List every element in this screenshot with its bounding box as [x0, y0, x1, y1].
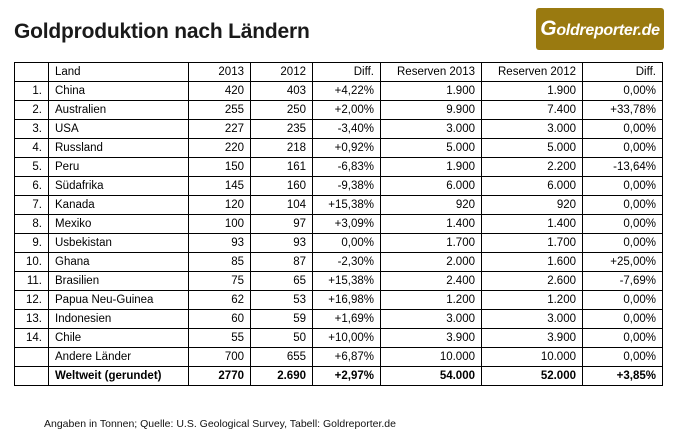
cell-land: USA [49, 120, 189, 139]
logo-text [540, 17, 659, 41]
cell-res-2013: 3.000 [381, 120, 482, 139]
col-header-diff: Diff. [313, 63, 381, 82]
cell-2013: 700 [189, 348, 251, 367]
cell-res-2013: 1.900 [381, 158, 482, 177]
cell-res-diff: 0,00% [583, 196, 663, 215]
table-header-row [15, 63, 663, 82]
cell-diff: +6,87% [313, 348, 381, 367]
cell-land: Kanada [49, 196, 189, 215]
cell-res-2012: 3.000 [482, 310, 583, 329]
cell-2012: 160 [251, 177, 313, 196]
cell-rank: 14. [15, 329, 49, 348]
cell-res-diff: 0,00% [583, 291, 663, 310]
cell-diff: -3,40% [313, 120, 381, 139]
cell-2013: 85 [189, 253, 251, 272]
cell-diff: +15,38% [313, 196, 381, 215]
cell-2013: 60 [189, 310, 251, 329]
logo-rest: oldreporter.de [556, 22, 660, 39]
cell-res-2012: 3.000 [482, 120, 583, 139]
cell-diff: +1,69% [313, 310, 381, 329]
cell-2013: 62 [189, 291, 251, 310]
cell-2013: 220 [189, 139, 251, 158]
cell-land: Papua Neu-Guinea [49, 291, 189, 310]
col-header-res-2013: Reserven 2013 [381, 63, 482, 82]
cell-2012: 655 [251, 348, 313, 367]
cell-res-2012: 920 [482, 196, 583, 215]
cell-2013: 100 [189, 215, 251, 234]
cell-res-diff: 0,00% [583, 120, 663, 139]
cell-land: Brasilien [49, 272, 189, 291]
table-row [15, 139, 663, 158]
cell-land: Indonesien [49, 310, 189, 329]
cell-res-2012: 2.200 [482, 158, 583, 177]
cell-diff: -9,38% [313, 177, 381, 196]
cell-res-2013: 1.900 [381, 82, 482, 101]
table-row [15, 158, 663, 177]
table-row [15, 101, 663, 120]
cell-2013: 145 [189, 177, 251, 196]
cell-2012: 87 [251, 253, 313, 272]
cell-2013: 255 [189, 101, 251, 120]
cell-res-2013: 10.000 [381, 348, 482, 367]
table-row [15, 329, 663, 348]
cell-2012: 161 [251, 158, 313, 177]
cell-rank: 8. [15, 215, 49, 234]
page-title: Goldproduktion nach Ländern [14, 20, 310, 43]
cell-2012: 65 [251, 272, 313, 291]
cell-res-diff: -7,69% [583, 272, 663, 291]
cell-res-2013: 54.000 [381, 367, 482, 386]
col-header-land: Land [49, 63, 189, 82]
cell-res-diff: 0,00% [583, 177, 663, 196]
cell-2013: 55 [189, 329, 251, 348]
cell-res-diff: 0,00% [583, 82, 663, 101]
cell-2012: 93 [251, 234, 313, 253]
cell-res-diff: 0,00% [583, 310, 663, 329]
table-row [15, 177, 663, 196]
cell-land: Weltweit (gerundet) [49, 367, 189, 386]
table-row [15, 291, 663, 310]
table-row [15, 310, 663, 329]
cell-res-2013: 2.400 [381, 272, 482, 291]
cell-diff: +15,38% [313, 272, 381, 291]
col-header-2012: 2012 [251, 63, 313, 82]
cell-diff: -6,83% [313, 158, 381, 177]
cell-land: Ghana [49, 253, 189, 272]
cell-res-2013: 920 [381, 196, 482, 215]
cell-res-2012: 3.900 [482, 329, 583, 348]
cell-2012: 53 [251, 291, 313, 310]
logo-initial: G [540, 17, 557, 40]
cell-land: Australien [49, 101, 189, 120]
cell-res-diff: +3,85% [583, 367, 663, 386]
cell-res-diff: +25,00% [583, 253, 663, 272]
cell-res-diff: 0,00% [583, 215, 663, 234]
cell-rank: 6. [15, 177, 49, 196]
table-row [15, 82, 663, 101]
table-row [15, 120, 663, 139]
cell-2013: 150 [189, 158, 251, 177]
cell-rank [15, 367, 49, 386]
cell-land: Chile [49, 329, 189, 348]
cell-res-2013: 6.000 [381, 177, 482, 196]
cell-res-2013: 5.000 [381, 139, 482, 158]
cell-res-2012: 1.200 [482, 291, 583, 310]
cell-res-2012: 5.000 [482, 139, 583, 158]
cell-2012: 50 [251, 329, 313, 348]
cell-rank: 7. [15, 196, 49, 215]
cell-res-diff: +33,78% [583, 101, 663, 120]
cell-2013: 120 [189, 196, 251, 215]
cell-diff: +0,92% [313, 139, 381, 158]
cell-res-diff: 0,00% [583, 139, 663, 158]
cell-res-2012: 1.700 [482, 234, 583, 253]
cell-2013: 93 [189, 234, 251, 253]
cell-2012: 403 [251, 82, 313, 101]
cell-2013: 2770 [189, 367, 251, 386]
cell-2012: 97 [251, 215, 313, 234]
cell-land: Andere Länder [49, 348, 189, 367]
cell-res-diff: -13,64% [583, 158, 663, 177]
cell-land: Peru [49, 158, 189, 177]
cell-rank: 9. [15, 234, 49, 253]
col-header-rank [15, 63, 49, 82]
cell-res-2012: 1.600 [482, 253, 583, 272]
cell-diff: +4,22% [313, 82, 381, 101]
col-header-2013: 2013 [189, 63, 251, 82]
cell-diff: -2,30% [313, 253, 381, 272]
goldreporter-logo [536, 8, 664, 50]
table-row [15, 234, 663, 253]
table-header [15, 63, 663, 82]
cell-rank: 3. [15, 120, 49, 139]
table-row [15, 215, 663, 234]
cell-2013: 75 [189, 272, 251, 291]
cell-res-2012: 2.600 [482, 272, 583, 291]
col-header-res-diff: Diff. [583, 63, 663, 82]
table-row [15, 253, 663, 272]
cell-res-2013: 3.900 [381, 329, 482, 348]
cell-res-2012: 10.000 [482, 348, 583, 367]
cell-res-2013: 2.000 [381, 253, 482, 272]
table-row [15, 367, 663, 386]
cell-diff: +16,98% [313, 291, 381, 310]
cell-rank: 12. [15, 291, 49, 310]
cell-land: China [49, 82, 189, 101]
cell-res-2013: 1.400 [381, 215, 482, 234]
cell-diff: +2,97% [313, 367, 381, 386]
cell-rank [15, 348, 49, 367]
cell-res-2012: 52.000 [482, 367, 583, 386]
table-row [15, 348, 663, 367]
cell-rank: 1. [15, 82, 49, 101]
cell-land: Usbekistan [49, 234, 189, 253]
cell-2012: 235 [251, 120, 313, 139]
gold-production-table [14, 62, 663, 386]
cell-res-2012: 7.400 [482, 101, 583, 120]
table-row [15, 272, 663, 291]
cell-2013: 420 [189, 82, 251, 101]
cell-2012: 218 [251, 139, 313, 158]
cell-res-2012: 1.900 [482, 82, 583, 101]
cell-2013: 227 [189, 120, 251, 139]
cell-2012: 104 [251, 196, 313, 215]
cell-diff: +3,09% [313, 215, 381, 234]
cell-rank: 13. [15, 310, 49, 329]
table-row [15, 196, 663, 215]
cell-rank: 5. [15, 158, 49, 177]
table-body [15, 82, 663, 386]
cell-rank: 2. [15, 101, 49, 120]
cell-land: Russland [49, 139, 189, 158]
cell-rank: 10. [15, 253, 49, 272]
cell-2012: 59 [251, 310, 313, 329]
cell-res-diff: 0,00% [583, 234, 663, 253]
cell-diff: +2,00% [313, 101, 381, 120]
cell-diff: 0,00% [313, 234, 381, 253]
cell-diff: +10,00% [313, 329, 381, 348]
cell-2012: 2.690 [251, 367, 313, 386]
cell-2012: 250 [251, 101, 313, 120]
col-header-res-2012: Reserven 2012 [482, 63, 583, 82]
cell-res-2013: 9.900 [381, 101, 482, 120]
table-footnote: Angaben in Tonnen; Quelle: U.S. Geological Survey, Tabell: Goldreporter.de [44, 418, 396, 430]
cell-res-2012: 6.000 [482, 177, 583, 196]
cell-res-diff: 0,00% [583, 329, 663, 348]
cell-res-2013: 1.200 [381, 291, 482, 310]
cell-res-2012: 1.400 [482, 215, 583, 234]
cell-res-diff: 0,00% [583, 348, 663, 367]
cell-rank: 11. [15, 272, 49, 291]
cell-res-2013: 3.000 [381, 310, 482, 329]
cell-land: Südafrika [49, 177, 189, 196]
cell-rank: 4. [15, 139, 49, 158]
cell-land: Mexiko [49, 215, 189, 234]
cell-res-2013: 1.700 [381, 234, 482, 253]
